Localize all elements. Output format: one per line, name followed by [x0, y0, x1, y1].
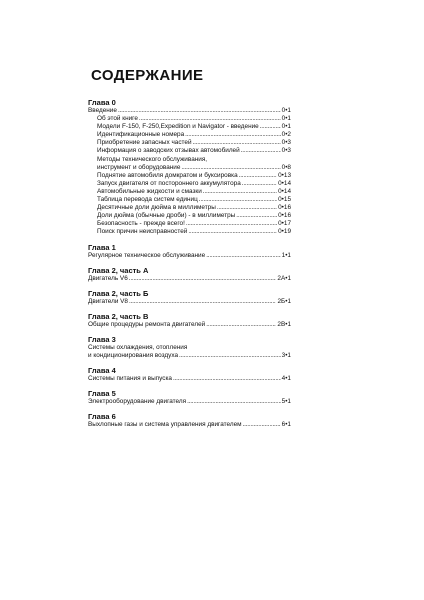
toc-entry [88, 188, 291, 196]
toc-entry [88, 421, 291, 429]
leader-dots [118, 107, 281, 115]
toc-entry-page: 0•15 [278, 196, 291, 204]
leader-dots [203, 188, 277, 196]
toc-entry-page: 0•16 [278, 212, 291, 220]
toc-entry-page: 0•1 [281, 123, 291, 131]
leader-dots [241, 147, 281, 155]
toc-entry-page: 2Б•1 [277, 297, 291, 305]
toc-entry-page: 0•1 [281, 115, 291, 123]
toc-entry-label: Модели F-150, F-250,Expedition и Navigator - введение [97, 123, 259, 131]
toc-entry [88, 115, 291, 123]
leader-dots [179, 352, 281, 360]
toc-entry [88, 298, 291, 306]
toc-entry-page: 2А•1 [277, 274, 291, 282]
toc-entry-page: 0•13 [278, 171, 291, 179]
toc-entry-label: Введение [88, 107, 117, 114]
toc-entry-page: 0•2 [281, 131, 291, 139]
toc-entry-label: Об этой книге [97, 115, 138, 123]
toc-entry [88, 164, 291, 172]
leader-dots [187, 398, 281, 406]
leader-dots [129, 298, 276, 306]
toc-entry-label: Идентификационные номера [97, 131, 185, 139]
page-title: СОДЕРЖАНИЕ [91, 67, 204, 84]
toc-entry-label: Таблица перевода систем единиц [97, 196, 198, 204]
chapter-2a-heading: Глава 2, часть А [88, 265, 149, 275]
toc-entry-first-line: Системы охлаждения, отопления [88, 343, 188, 351]
toc-entry-label: Общие процедуры ремонта двигателей [88, 320, 206, 328]
toc-entry [88, 321, 291, 329]
toc-entry-page: 2В•1 [277, 320, 291, 328]
leader-dots [217, 204, 277, 212]
toc-entry [88, 252, 291, 260]
toc-entry-page: 0•3 [281, 139, 291, 147]
toc-entry-label: и кондиционирования воздуха [88, 351, 178, 359]
toc-entry [88, 123, 291, 131]
toc-entry-label: Поднятие автомобиля домкратом и буксировка [97, 171, 238, 179]
toc-entry-page: 0•3 [281, 147, 291, 155]
toc-entry-label: Поиск причин неисправностей [97, 228, 188, 236]
chapter-2b-heading: Глава 2, часть Б [88, 288, 149, 298]
leader-dots [243, 421, 281, 429]
toc-entry-intro [88, 107, 291, 115]
chapter-1-heading: Глава 1 [88, 242, 116, 252]
toc-entry [88, 375, 291, 383]
toc-entry-page: 0•16 [278, 204, 291, 212]
toc-entry-page: 0•17 [278, 220, 291, 228]
leader-dots [236, 212, 277, 220]
chapter-6-heading: Глава 6 [88, 412, 116, 422]
toc-entry [88, 172, 291, 180]
leader-dots [242, 180, 277, 188]
table-of-contents [88, 98, 291, 429]
toc-entry-label: Приобретение запасных частей [97, 139, 192, 147]
chapter-5-heading: Глава 5 [88, 389, 116, 399]
leader-dots [239, 172, 277, 180]
toc-entry-label: Запуск двигателя от постороннего аккумулятора [97, 179, 241, 187]
leader-dots [199, 196, 277, 204]
toc-entry-page: 5•1 [281, 398, 291, 406]
toc-entry [88, 352, 291, 360]
toc-entry-label: Автомобильные жидкости и смазки [97, 187, 202, 195]
leader-dots [129, 275, 277, 283]
toc-entry-label: Десятичные доли дюйма в миллиметры [97, 204, 216, 212]
toc-entry-page: 0•14 [278, 187, 291, 195]
toc-entry-label: Доли дюйма (обычные дроби) - в миллиметры [97, 212, 236, 220]
leader-dots [181, 164, 280, 172]
toc-entry-page: 3•1 [281, 351, 291, 359]
leader-dots [188, 228, 277, 236]
toc-entry [88, 398, 291, 406]
leader-dots [260, 123, 281, 131]
toc-entry [88, 180, 291, 188]
toc-entry-continued-line: Методы технического обслуживания, [97, 155, 208, 163]
toc-entry-page: 1•1 [281, 251, 291, 259]
chapter-4-heading: Глава 4 [88, 366, 116, 376]
toc-entry-page: 6•1 [281, 421, 291, 429]
leader-dots [206, 321, 276, 329]
chapter-3-heading: Глава 3 [88, 334, 116, 344]
toc-entry-label: Системы питания и выпуска [88, 375, 172, 383]
toc-entry-label: Выхлопные газы и система управления двигателем [88, 421, 242, 429]
toc-entry-page: 0•19 [278, 228, 291, 236]
toc-entry-label: Регулярное техническое обслуживание [88, 251, 206, 259]
leader-dots [186, 220, 277, 228]
toc-entry-page: 0•1 [281, 107, 291, 114]
toc-entry [88, 147, 291, 155]
toc-entry-label: Информация о заводских отзывах автомобилей [97, 147, 240, 155]
toc-entry-page: 4•1 [281, 375, 291, 383]
leader-dots [206, 252, 280, 260]
toc-entry [88, 228, 291, 236]
leader-dots [185, 131, 281, 139]
toc-entry [88, 275, 291, 283]
toc-entry-page: 0•14 [278, 179, 291, 187]
toc-entry-label: Двигатели V8 [88, 297, 128, 305]
chapter-0-heading: Глава 0 [88, 98, 116, 107]
toc-entry [88, 204, 291, 212]
leader-dots [173, 375, 281, 383]
toc-entry-label: инструмент и оборудование [97, 163, 181, 171]
toc-entry [88, 212, 291, 220]
leader-dots [139, 115, 281, 123]
toc-entry-label: Электрооборудование двигателя [88, 398, 187, 406]
toc-entry-label: Безопасность - прежде всего! [97, 220, 185, 228]
toc-entry [88, 196, 291, 204]
toc-entry-page: 0•8 [281, 163, 291, 171]
chapter-2c-heading: Глава 2, часть В [88, 311, 149, 321]
toc-entry-label: Двигатель V6 [88, 274, 128, 282]
